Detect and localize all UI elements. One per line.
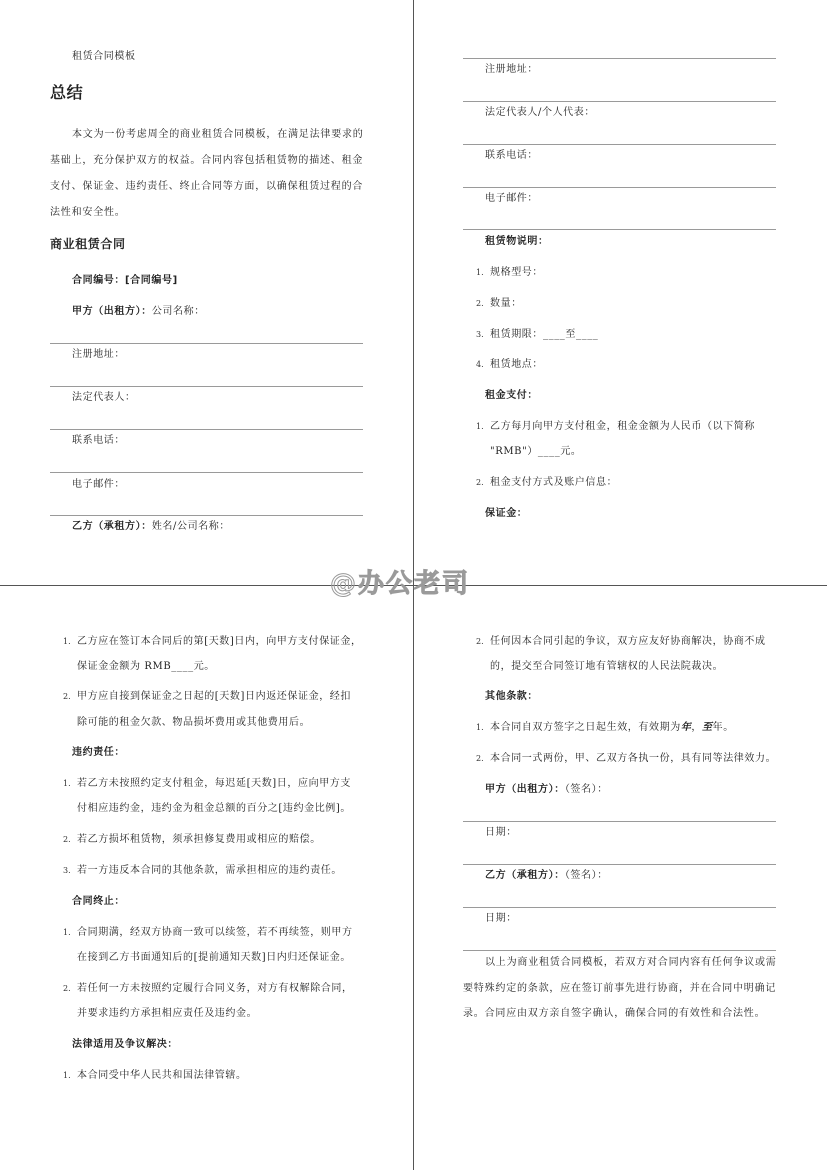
field-line	[50, 386, 363, 387]
contract-number-row	[72, 274, 178, 288]
deposit-title: 保证金：	[485, 508, 528, 519]
field-line	[463, 864, 776, 865]
party-a-label: 甲方（出租方）：	[72, 306, 152, 317]
sign-b-label: 乙方（承租方）：	[485, 870, 565, 881]
party-a-email-label: 电子邮件：	[72, 479, 125, 490]
validity-text: 本合同自双方签字之日起生效，有效期为	[490, 722, 681, 733]
field-line	[463, 144, 776, 145]
validity-sep: ，	[691, 722, 703, 733]
summary-title: 总结	[50, 83, 84, 102]
termination-title: 合同终止：	[72, 896, 125, 907]
field-line	[463, 187, 776, 188]
party-a-legal-rep-label: 法定代表人：	[72, 392, 136, 403]
rent-payment-title: 租金支付：	[485, 390, 538, 401]
rental-item: 规格型号：	[490, 267, 543, 278]
summary-line: 法性和安全性。	[50, 207, 126, 218]
breach-clause: 若一方违反本合同的其他条款，需承担相应的违约责任。	[77, 865, 342, 876]
field-line	[463, 58, 776, 59]
other-terms-title: 其他条款：	[485, 691, 538, 702]
rental-item: 数量：	[490, 298, 522, 309]
date-a-label: 日期：	[485, 827, 517, 838]
law-clause: 本合同受中华人民共和国法律管辖。	[77, 1070, 247, 1081]
law-clause: 的，提交至合同签订地有管辖权的人民法院裁决。	[490, 661, 724, 672]
list-number: 2.	[476, 299, 484, 308]
validity-year: 年	[680, 722, 692, 733]
list-number: 1.	[476, 268, 484, 277]
party-b-row	[72, 520, 230, 534]
termination-clause: 合同期满，经双方协商一致可以续签，若不再续签，则甲方	[77, 927, 353, 938]
list-number: 1.	[63, 928, 71, 937]
deposit-clause: 乙方应在签订本合同后的第[天数]日内，向甲方支付保证金，	[77, 636, 362, 647]
validity-to: 至	[702, 722, 713, 733]
list-number: 4.	[476, 360, 484, 369]
list-number: 1.	[63, 1071, 71, 1080]
summary-line: 基础上，充分保护双方的权益。合同内容包括租赁物的描述、租金	[50, 155, 364, 166]
list-number: 2.	[476, 478, 484, 487]
list-number: 1.	[63, 779, 71, 788]
breach-clause: 若乙方未按照约定支付租金，每迟延[天数]日，应向甲方支	[77, 778, 352, 789]
sign-a-label: 甲方（出租方）：	[485, 784, 565, 795]
date-b-label: 日期：	[485, 913, 517, 924]
rent-clause: 租金支付方式及账户信息：	[490, 477, 618, 488]
field-line	[463, 229, 776, 230]
rental-item-title: 租赁物说明：	[485, 236, 549, 247]
party-b-legal-rep-label: 法定代表人/个人代表：	[485, 107, 595, 118]
rent-clause: "RMB"）____元。	[490, 446, 582, 457]
field-line	[50, 429, 363, 430]
closing-line: 要特殊约定的条款，应在签订前事先进行协商，并在合同中明确记	[463, 983, 777, 994]
termination-clause: 并要求违约方承担相应责任及违约金。	[77, 1008, 258, 1019]
party-a-company-label: 公司名称：	[151, 306, 205, 317]
sign-a-value: （签名）：	[564, 784, 608, 795]
rental-item: 租赁地点：	[490, 359, 543, 370]
list-number: 3.	[63, 866, 71, 875]
rent-clause: 乙方每月向甲方支付租金，租金金额为人民币（以下简称	[490, 421, 755, 432]
deposit-clause: 甲方应自接到保证金之日起的[天数]日内返还保证金，经扣	[77, 691, 352, 702]
closing-line: 录。合同应由双方亲自签字确认，确保合同的有效性和合法性。	[463, 1008, 766, 1019]
breach-title: 违约责任：	[72, 747, 125, 758]
termination-clause: 若任何一方未按照约定履行合同义务，对方有权解除合同，	[77, 983, 353, 994]
deposit-clause: 保证金金额为 RMB____元。	[77, 661, 215, 672]
termination-clause: 在接到乙方书面通知后的[提前通知天数]日内归还保证金。	[77, 952, 352, 963]
document-header: 租赁合同模板	[72, 51, 136, 62]
law-clause: 任何因本合同引起的争议，双方应友好协商解决，协商不成	[490, 636, 766, 647]
contract-number-value: [合同编号]	[125, 275, 178, 286]
law-title: 法律适用及争议解决：	[72, 1039, 178, 1050]
breach-clause: 若乙方损坏租赁物，须承担修复费用或相应的赔偿。	[77, 834, 321, 845]
field-line	[463, 821, 776, 822]
list-number: 2.	[63, 835, 71, 844]
breach-clause: 付相应违约金，违约金为租金总额的百分之[违约金比例]。	[77, 803, 352, 814]
sign-b-row	[485, 869, 608, 883]
sign-a-row	[485, 783, 608, 797]
party-b-label: 乙方（承租方）：	[72, 521, 152, 532]
field-line	[463, 101, 776, 102]
party-b-email-label: 电子邮件：	[485, 193, 538, 204]
field-line	[50, 472, 363, 473]
summary-line: 本文为一份考虑周全的商业租赁合同模板，在满足法律要求的	[72, 129, 364, 140]
rental-item: 租赁期限：____至____	[490, 329, 599, 340]
list-number: 2.	[63, 984, 71, 993]
party-a-reg-address-label: 注册地址：	[72, 349, 125, 360]
list-number: 2.	[63, 692, 71, 701]
watermark: @办公老司	[330, 569, 471, 599]
party-b-name-label: 姓名/公司名称：	[151, 521, 230, 532]
sign-b-value: （签名）：	[564, 870, 608, 881]
party-a-row	[72, 305, 205, 319]
field-line	[50, 515, 363, 516]
party-b-reg-address-label: 注册地址：	[485, 64, 538, 75]
contract-number-label: 合同编号：	[72, 275, 125, 286]
list-number: 2.	[476, 754, 484, 763]
field-line	[463, 907, 776, 908]
other-clause: 本合同一式两份，甲、乙双方各执一份，具有同等法律效力。	[490, 753, 777, 764]
contract-title: 商业租赁合同	[50, 237, 126, 251]
field-line	[50, 343, 363, 344]
closing-line: 以上为商业租赁合同模板，若双方对合同内容有任何争议或需	[485, 957, 777, 968]
party-b-phone-label: 联系电话：	[485, 150, 538, 161]
list-number: 3.	[476, 330, 484, 339]
other-clause	[490, 721, 734, 735]
list-number: 1.	[476, 723, 484, 732]
list-number: 1.	[476, 422, 484, 431]
summary-line: 支付、保证金、违约责任、终止合同等方面，以确保租赁过程的合	[50, 181, 364, 192]
party-a-phone-label: 联系电话：	[72, 435, 125, 446]
deposit-clause: 除可能的租金欠款、物品损坏费用或其他费用后。	[77, 717, 311, 728]
list-number: 1.	[63, 637, 71, 646]
validity-end: 年。	[712, 722, 734, 733]
list-number: 2.	[476, 637, 484, 646]
